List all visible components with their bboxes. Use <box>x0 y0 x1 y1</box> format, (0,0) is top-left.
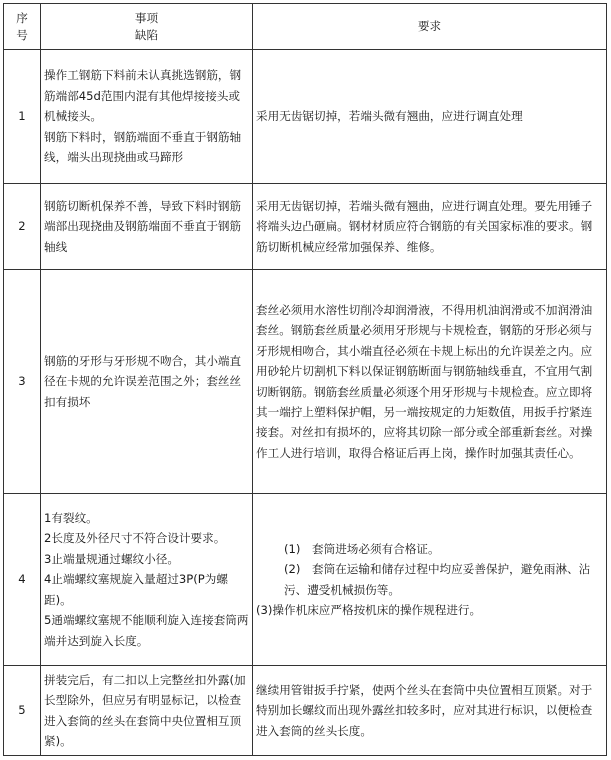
header-issue <box>41 4 253 50</box>
header-requirement-label: 要求 <box>417 19 442 33</box>
requirement-text: 继续用管钳扳手拧紧，使两个丝头在套筒中央位置相互顶紧。对于特别加长螺纹而出现外露丝扣较多时，应对其进行标识，以便检查进入套筒的丝头长度。 <box>256 682 593 738</box>
defects-table <box>3 3 607 756</box>
issue-text: 3止端量规通过螺纹小径。 <box>44 551 179 566</box>
issue-text: 2长度及外径尺寸不符合设计要求。 <box>44 531 226 546</box>
table-row <box>4 666 607 756</box>
requirement-text: (2) 套筒在运输和储存过程中均应妥善保护，避免雨淋、沾污、遭受机械损伤等。 <box>284 562 591 597</box>
issue-cell <box>41 494 253 666</box>
requirement-cell <box>253 494 607 666</box>
table-header-row <box>4 4 607 50</box>
issue-text: 1有裂纹。 <box>44 511 98 526</box>
table-row <box>4 50 607 184</box>
requirement-cell <box>253 666 607 756</box>
requirement-cell <box>253 184 607 270</box>
issue-text: 钢筋的牙形与牙形规不吻合，其小端直径在卡规的允许误差范围之外；套丝丝扣有损坏 <box>44 353 242 409</box>
table-row <box>4 494 607 666</box>
requirement-text: 套丝必须用水溶性切削冷却润滑液，不得用机油润滑或不加润滑油套丝。钢筋套丝质量必须用牙形规与卡规检查，钢筋的牙形必须与牙形规相吻合，其小端直径必须在卡规上标出的允许误差之内。应用砂轮片切割机下料以保证钢筋断面与钢筋轴线垂直，不宜用气割切断钢筋。钢筋套丝质量必须逐个用牙形规与卡规检查。应立即将其一端拧上塑料保护帽，另一端按规定的力矩数值，用扳手拧紧连接套。对丝扣有损坏的，应将其切除一部分或全部重新套丝。对操作工人进行培训，取得合格证后再上岗，操作时加强其责任心。 <box>256 302 593 460</box>
requirement-text: 采用无齿锯切掉，若端头微有翘曲，应进行调直处理。要先用锤子将端头边凸砸扁。钢材材质应符合钢筋的有关国家标准的要求。钢筋切断机械应经常加强保养、维修。 <box>256 198 593 254</box>
row-number: 4 <box>4 494 41 666</box>
row-number: 1 <box>4 50 41 184</box>
requirement-cell <box>253 270 607 494</box>
table-row <box>4 184 607 270</box>
issue-text: 钢筋切断机保养不善，导致下料时钢筋端部出现挠曲及钢筋端面不垂直于钢筋轴线 <box>44 198 242 254</box>
issue-cell <box>41 666 253 756</box>
issue-text: 拼装完后，有二扣以上完整丝扣外露(加长型除外，但应另有明显标记，以检查进入套筒的丝头在套筒中央位置相互顶紧)。 <box>44 672 246 748</box>
requirement-text: (3)操作机床应严格按机床的操作规程进行。 <box>256 602 482 617</box>
row-number: 3 <box>4 270 41 494</box>
header-requirement <box>253 4 607 50</box>
issue-text: 5通端螺纹塞规不能顺利旋入连接套筒两端并达到旋入长度。 <box>44 613 249 648</box>
issue-text: 操作工钢筋下料前未认真挑选钢筋，钢筋端部45d范围内混有其他焊接接头或机械接头。 <box>44 68 242 124</box>
header-issue-label: 事项 缺陷 <box>134 10 159 42</box>
requirement-text: (1) 套筒进场必须有合格证。 <box>284 541 440 556</box>
issue-text: 4止端螺纹塞规旋入量超过3P(P为螺距)。 <box>44 572 228 607</box>
header-index-label: 序 号 <box>16 10 28 42</box>
row-number: 2 <box>4 184 41 270</box>
requirement-cell <box>253 50 607 184</box>
issue-cell <box>41 270 253 494</box>
requirement-text: 采用无齿锯切掉，若端头微有翘曲，应进行调直处理 <box>256 109 523 124</box>
issue-cell <box>41 50 253 184</box>
issue-cell <box>41 184 253 270</box>
issue-text: 钢筋下料时，钢筋端面不垂直于钢筋轴线，端头出现挠曲或马蹄形 <box>44 129 242 165</box>
table-row <box>4 270 607 494</box>
row-number: 5 <box>4 666 41 756</box>
header-index <box>4 4 41 50</box>
